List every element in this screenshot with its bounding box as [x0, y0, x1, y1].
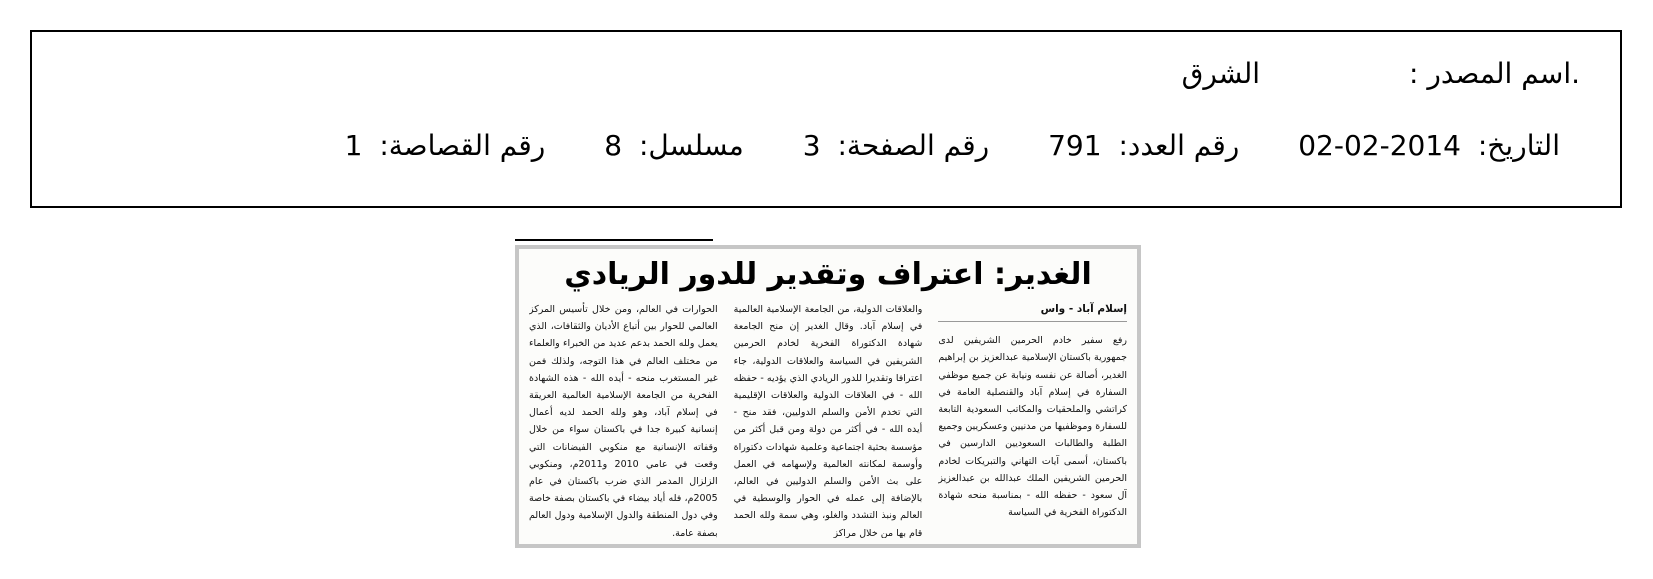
clip-value: 1	[344, 129, 363, 162]
clip-label: رقم القصاصة:	[379, 129, 546, 162]
page-label: رقم الصفحة:	[837, 129, 990, 162]
clipping-metadata-box	[30, 30, 1622, 208]
article-column-3: الحوارات في العالم، ومن خلال تأسيس المركز العالمي للحوار بين أتباع الأديان والثقافات، الذي يعمل ولله الحمد بدعم عديد من الخبراء والعلماء من مختلف العالم في هذا التوجه، ولذلك فمن غير المستغرب منحه - أيده الله - هذه الشهادة الفخرية من الجامعة الإسلامية العالمية العريقة في إسلام آباد، وهو ولله الحمد لديه أعمال إنسانية كبيرة جدا في باكستان سواء من خلال وقفاته الإنسانية مع منكوبي الفيضانات التي وقعت في عامي 2010 و2011م، ومنكوبي الزلزال المدمر الذي ضرب باكستان في عام 2005م، فله أياد بيضاء في باكستان بصفة خاصة وفي دول المنطقة والدول الإسلامية ودول العالم بصفة عامة.	[528, 304, 718, 538]
issue-label: رقم العدد:	[1118, 129, 1240, 162]
newspaper-clipping	[515, 245, 1141, 548]
issue-value: 791	[1048, 129, 1102, 162]
date-label: التاريخ:	[1477, 129, 1560, 162]
serial-label: مسلسل:	[638, 129, 744, 162]
article-columns	[529, 301, 1127, 538]
article-column-1-text: رفع سفير خادم الحرمين الشريفين لدى جمهورية باكستان الإسلامية عبدالعزيز بن إبراهيم الغدير، أصالة عن نفسه ونيابة عن جميع موظفي السفارة في إسلام آباد والقنصلية العامة في كراتشي والملحقيات والمكاتب السعودية التابعة للسفارة وموظفيها من مدنيين وعسكريين وجميع الطلبة والطالبات السعوديين الدارسين في باكستان، أسمى آيات التهاني والتبريكات لخادم الحرمين الشريفين الملك عبدالله بن عبدالعزيز آل سعود - حفظه الله - بمناسبة منحه شهادة الدكتوراة الفخرية في السياسة	[938, 335, 1127, 519]
article-column-2: والعلاقات الدولية، من الجامعة الإسلامية العالمية في إسلام آباد. وقال الغدير إن منح الجامعة شهادة الدكتوراة الفخرية لخادم الحرمين الشريفين في السياسة والعلاقات الدولية، جاء اعترافا وتقديرا للدور الريادي الذي يؤديه - حفظه الله - في العلاقات الدولية والعلاقات الإقليمية التي تخدم الأمن والسلم الدوليين، فقد منح - أيده الله - في أكثر من دولة ومن قبل أكثر من مؤسسة بحثية اجتماعية وعلمية شهادات دكتوراة وأوسمة لمكانته العالمية ولإسهامه في العمل على بث الأمن والسلم الدوليين في العالم، بالإضافة إلى عمله في الحوار والوسطية في العالم ونبذ التشدد والغلو، وهي سمة ولله الحمد قام بها من خلال مراكز	[733, 304, 923, 538]
source-label: .اسم المصدر :	[1408, 57, 1580, 90]
date-field	[1298, 128, 1560, 164]
source-row	[1182, 56, 1580, 92]
serial-field	[604, 128, 744, 164]
date-value: 2014-02-02	[1298, 129, 1461, 162]
source-value: الشرق	[1181, 57, 1261, 90]
article-headline: الغدير: اعتراف وتقدير للدور الريادي	[564, 257, 1092, 292]
page-field	[803, 128, 989, 164]
details-row	[295, 128, 1560, 164]
clipping-top-rule	[515, 239, 713, 241]
serial-value: 8	[604, 129, 623, 162]
article-dateline: إسلام آباد - واس	[938, 301, 1127, 322]
issue-field	[1048, 128, 1239, 164]
article-column-1	[938, 301, 1127, 538]
clip-field	[345, 128, 546, 164]
page-value: 3	[802, 129, 821, 162]
